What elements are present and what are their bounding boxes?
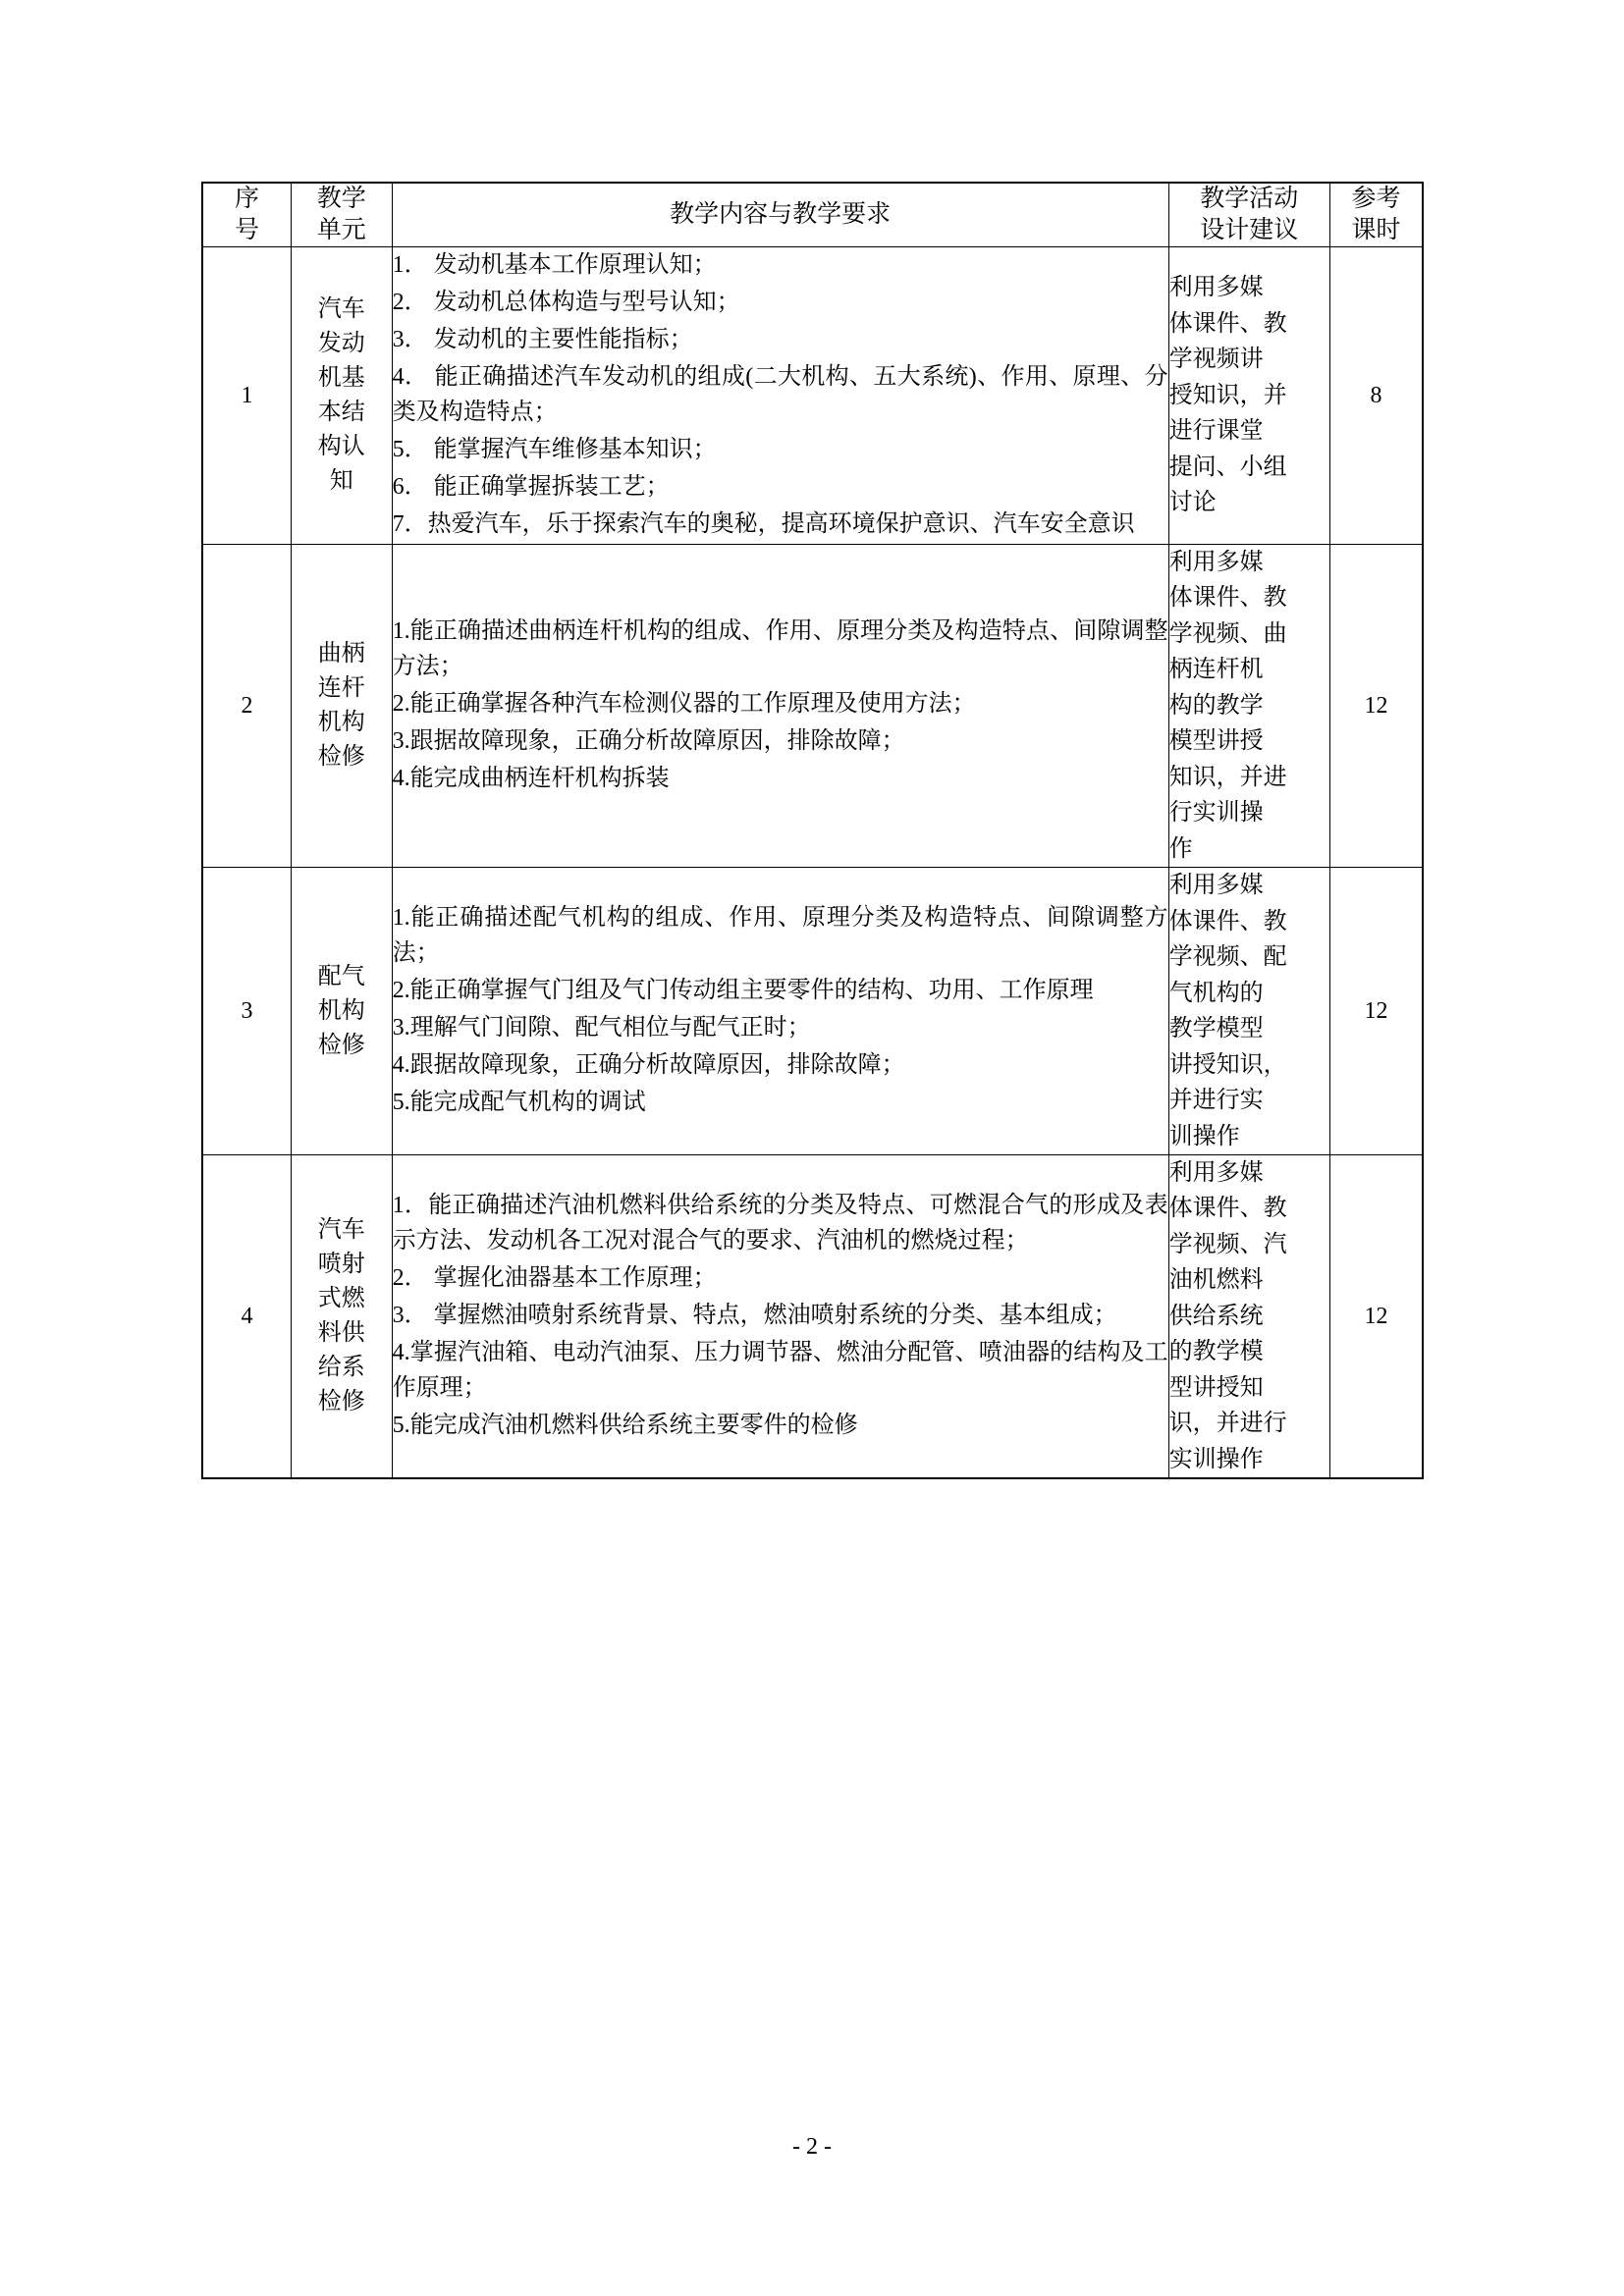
reference-hours: 12 — [1329, 868, 1423, 1155]
row-number: 1 — [202, 247, 291, 545]
table-row — [202, 247, 1423, 545]
design-line: 提问、小组 — [1168, 454, 1287, 480]
teaching-unit — [291, 545, 392, 868]
unit-line: 喷射 — [317, 1252, 365, 1278]
unit-line: 配气 — [317, 963, 365, 989]
content-item: 5． 能掌握汽车维修基本知识； — [392, 437, 717, 462]
design-line: 型讲授知 — [1168, 1374, 1264, 1401]
unit-line: 检修 — [317, 744, 365, 771]
course-plan-table — [201, 182, 1424, 1479]
row-number: 2 — [202, 545, 291, 868]
design-line: 体课件、教 — [1168, 908, 1287, 934]
design-line: 讨论 — [1168, 490, 1217, 516]
design-line: 利用多媒 — [1168, 873, 1264, 899]
unit-line: 曲柄 — [317, 641, 365, 667]
design-line: 学视频、汽 — [1168, 1231, 1287, 1257]
activity-design — [1168, 247, 1329, 545]
design-line: 授知识，并 — [1168, 382, 1287, 408]
design-line: 知识，并进 — [1168, 764, 1287, 790]
design-line: 的教学模 — [1168, 1339, 1264, 1365]
page-number: - 2 - — [792, 2134, 832, 2160]
activity-design — [1168, 868, 1329, 1155]
design-line: 体课件、教 — [1168, 585, 1287, 612]
design-line: 模型讲授 — [1168, 728, 1264, 755]
design-line: 行实训操 — [1168, 800, 1264, 827]
unit-line: 本结 — [317, 400, 365, 425]
reference-hours: 8 — [1329, 247, 1423, 545]
design-line: 学视频、配 — [1168, 944, 1287, 971]
column-header-no-line1: 序 — [234, 186, 259, 212]
design-line: 识，并进行 — [1168, 1411, 1287, 1437]
table-header-row — [202, 183, 1423, 247]
content-item: 2.能正确掌握气门组及气门传动组主要零件的结构、功用、工作原理 — [392, 978, 1094, 1004]
unit-line: 给系 — [317, 1355, 365, 1381]
design-line: 供给系统 — [1168, 1303, 1264, 1329]
teaching-content — [392, 247, 1168, 545]
unit-line: 知 — [329, 468, 353, 495]
unit-line: 机基 — [317, 364, 365, 391]
content-item: 2.能正确掌握各种汽车检测仪器的工作原理及使用方法； — [392, 691, 976, 718]
teaching-content — [392, 545, 1168, 868]
design-line: 实训操作 — [1168, 1446, 1264, 1472]
design-line: 气机构的 — [1168, 980, 1264, 1006]
row-number: 3 — [202, 868, 291, 1155]
content-item: 4.掌握汽油箱、电动汽油泵、压力调节器、燃油分配管、喷油器的结构及工作原理； — [392, 1340, 1168, 1402]
unit-line: 发动 — [317, 330, 365, 356]
column-header-hours — [1329, 183, 1423, 247]
activity-design — [1168, 1154, 1329, 1478]
content-item: 2． 发动机总体构造与型号认知； — [392, 290, 740, 315]
unit-line: 检修 — [317, 1032, 365, 1058]
activity-design — [1168, 545, 1329, 868]
content-item: 3． 发动机的主要性能指标； — [392, 327, 693, 352]
unit-line: 料供 — [317, 1320, 365, 1347]
design-line: 体课件、教 — [1168, 310, 1287, 337]
content-item: 1．能正确描述汽油机燃料供给系统的分类及特点、可燃混合气的形成及表示方法、发动机各工况对混合气的要求、汽油机的燃烧过程； — [392, 1193, 1168, 1255]
column-header-no — [202, 183, 291, 247]
unit-line: 检修 — [317, 1389, 365, 1415]
unit-line: 汽车 — [317, 1216, 365, 1243]
reference-hours: 12 — [1329, 545, 1423, 868]
column-header-unit — [291, 183, 392, 247]
content-item: 2． 掌握化油器基本工作原理； — [392, 1265, 717, 1292]
design-line: 利用多媒 — [1168, 1159, 1264, 1186]
design-line: 利用多媒 — [1168, 275, 1264, 301]
design-line: 学视频、曲 — [1168, 620, 1287, 647]
row-number: 4 — [202, 1154, 291, 1478]
table-row — [202, 868, 1423, 1155]
column-header-content: 教学内容与教学要求 — [392, 183, 1168, 247]
design-line: 构的教学 — [1168, 692, 1264, 719]
content-item: 4.跟据故障现象，正确分析故障原因，排除故障； — [392, 1052, 905, 1079]
design-line: 并进行实 — [1168, 1088, 1264, 1114]
table-row — [202, 1154, 1423, 1478]
teaching-unit — [291, 868, 392, 1155]
content-item: 1． 发动机基本工作原理认知； — [392, 252, 717, 278]
content-item: 3． 掌握燃油喷射系统背景、特点，燃油喷射系统的分类、基本组成； — [392, 1303, 1117, 1329]
table-header — [202, 183, 1423, 247]
design-line: 油机燃料 — [1168, 1267, 1264, 1294]
design-line: 利用多媒 — [1168, 550, 1264, 575]
content-item: 1.能正确描述配气机构的组成、作用、原理分类及构造特点、间隙调整方法； — [392, 905, 1168, 967]
table-row — [202, 545, 1423, 868]
content-item: 6． 能正确掌握拆装工艺； — [392, 474, 670, 500]
content-item: 5.能完成配气机构的调试 — [392, 1090, 646, 1116]
unit-line: 连杆 — [317, 675, 365, 702]
reference-hours: 12 — [1329, 1154, 1423, 1478]
design-line: 进行课堂 — [1168, 418, 1264, 445]
unit-line: 构认 — [317, 434, 365, 460]
column-header-hours-line2: 课时 — [1351, 217, 1401, 243]
column-header-design-line2: 设计建议 — [1200, 217, 1299, 243]
teaching-content — [392, 1154, 1168, 1478]
content-item: 4.能完成曲柄连杆机构拆装 — [392, 766, 670, 792]
table-body — [202, 247, 1423, 1479]
design-line: 学视频讲 — [1168, 347, 1264, 373]
design-line: 训操作 — [1168, 1123, 1240, 1149]
unit-line: 汽车 — [317, 295, 365, 322]
content-item: 3.跟据故障现象，正确分析故障原因，排除故障； — [392, 728, 905, 755]
unit-line: 机构 — [317, 997, 365, 1024]
column-header-no-line2: 号 — [234, 217, 259, 243]
design-line: 作 — [1168, 835, 1193, 862]
content-item: 5.能完成汽油机燃料供给系统主要零件的检修 — [392, 1413, 858, 1439]
design-line: 教学模型 — [1168, 1016, 1264, 1042]
column-header-unit-line1: 教学 — [316, 186, 366, 212]
content-item: 7．热爱汽车，乐于探索汽车的奥秘，提高环境保护意识、汽车安全意识 — [392, 511, 1135, 537]
column-header-design-line1: 教学活动 — [1200, 186, 1299, 212]
unit-line: 机构 — [317, 710, 365, 736]
teaching-content — [392, 868, 1168, 1155]
column-header-unit-line2: 单元 — [316, 217, 366, 243]
content-item: 4． 能正确描述汽车发动机的组成(二大机构、五大系统)、作用、原理、分类及构造特点； — [392, 364, 1168, 425]
column-header-hours-line1: 参考 — [1351, 186, 1401, 212]
column-header-design — [1168, 183, 1329, 247]
content-item: 1.能正确描述曲柄连杆机构的组成、作用、原理分类及构造特点、间隙调整方法； — [392, 618, 1168, 680]
teaching-unit — [291, 247, 392, 545]
design-line: 体课件、教 — [1168, 1196, 1287, 1222]
unit-line: 式燃 — [317, 1286, 365, 1312]
design-line: 柄连杆机 — [1168, 657, 1264, 683]
design-line: 讲授知识， — [1168, 1051, 1287, 1078]
teaching-unit — [291, 1154, 392, 1478]
content-item: 3.理解气门间隙、配气相位与配气正时； — [392, 1015, 811, 1041]
